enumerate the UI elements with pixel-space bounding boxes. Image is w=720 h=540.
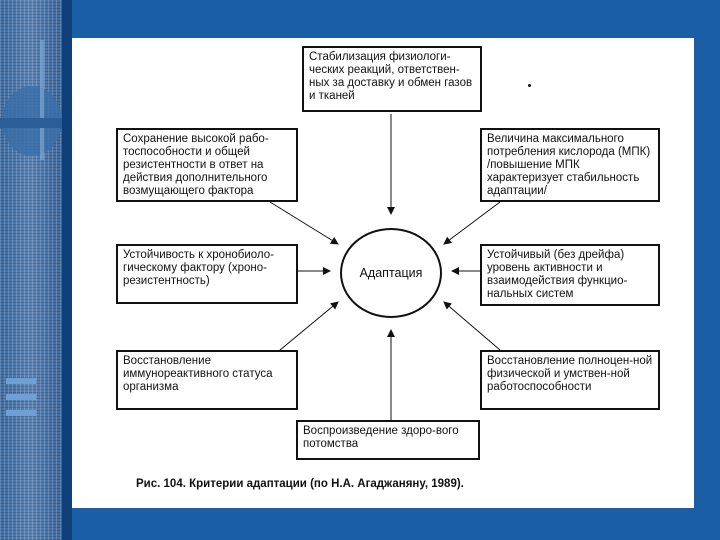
arrow-upper-right <box>444 202 500 244</box>
criterion-box-bottom: Воспроизведение здоро-вого потомства <box>296 420 480 460</box>
figure-caption: Рис. 104. Критерии адаптации (по Н.А. Агаджаняну, 1989). <box>136 478 464 490</box>
center-node <box>340 228 442 318</box>
criterion-box-middle-left: Устойчивость к хронобиоло-гическому фактору (хроно-резистентность) <box>116 244 298 304</box>
arrow-upper-left <box>270 202 338 244</box>
stray-dot <box>528 84 531 87</box>
criterion-box-middle-right: Устойчивый (без дрейфа) уровень активности и взаимодействия функцио-нальных систем <box>480 244 660 306</box>
criterion-box-lower-right: Восстановление полноцен-ной физической и умствен-ной работоспособности <box>480 350 660 410</box>
criterion-box-lower-left: Восстановление иммунореактивного статуса организма <box>116 350 298 410</box>
arrow-lower-left <box>280 302 338 350</box>
criterion-box-upper-left: Сохранение высокой рабо-тоспособности и общей резистентности в ответ на действия дополнительного возмущающего фактора <box>116 128 298 202</box>
criterion-box-upper-right: Величина максимального потребления кислорода (МПК) /повышение МПК характеризует стабильность адаптации/ <box>480 128 660 202</box>
arrow-lower-right <box>444 302 500 350</box>
center-label: Адаптация <box>359 266 423 280</box>
criterion-box-top: Стабилизация физиологи-ческих реакций, ответствен-ных за доставку и обмен газов и тканей <box>302 46 482 112</box>
